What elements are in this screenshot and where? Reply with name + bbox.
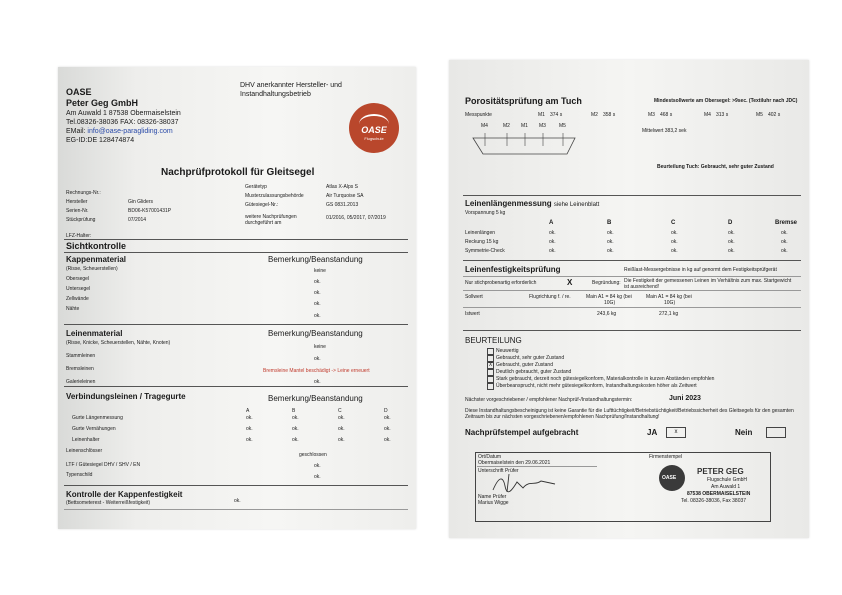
stamp-line-4: 87538 OBERMAISELSTEIN	[687, 491, 751, 497]
info-label: Gütesiegel-Nr.:	[245, 202, 279, 208]
kontrolle-title: Kontrolle der Kappenfestigkeit	[66, 490, 183, 499]
leinenlaenge-col-header: C	[671, 220, 676, 226]
beurteilung-checkbox[interactable]	[487, 383, 494, 390]
leine-row-label: Stammleinen	[66, 353, 96, 359]
messpunkt-value: 313 s	[716, 112, 729, 118]
info-value: Air Turquoise SA	[326, 193, 364, 199]
signature-scribble	[489, 472, 559, 494]
info-value: Gin Gliders	[128, 199, 154, 205]
name-pruefer-label: Name Prüfer	[478, 494, 507, 500]
beurteilung-option-label: Deutlich gebraucht, guter Zustand	[496, 369, 572, 375]
stamp-line-1: PETER GEG	[697, 467, 744, 476]
kontrolle-subtitle: (Bettsometerest - Weiterreißfestigkeit)	[66, 500, 151, 506]
leine-row-label: Galerieleinen	[66, 379, 96, 385]
kappenmaterial-extra: ok.	[314, 313, 321, 319]
messpunkt-name: M4	[704, 112, 711, 118]
verbindung-row-label: Gurte Längenmessung	[72, 415, 123, 421]
verbindung-col-header: D	[384, 408, 388, 414]
porositaet-beurteilung: Beurteilung Tuch: Gebraucht, sehr guter Zustand	[657, 164, 774, 170]
email-link[interactable]: info@oase-paragliding.com	[87, 128, 173, 135]
stamp-line-3: Am Auwald 1	[711, 484, 741, 490]
name-pruefer-value: Marius Wigge	[478, 500, 509, 506]
sollwert-a2-note: 10G)	[664, 300, 676, 306]
verbindung-cell: ok.	[338, 426, 345, 432]
kappe-row-value: ok.	[314, 290, 321, 296]
leinenlaenge-cell: ok.	[781, 230, 788, 236]
beurteilung-option-label: Stark gebraucht, derzeit noch gütesiegelkonform, Materialkontrolle in kurzen Abständen empfohlen	[496, 376, 715, 382]
verbindung-col-header: A	[246, 408, 250, 414]
pruefung-label: Nur stichprobenartig erforderlich	[465, 280, 537, 286]
leinenlaenge-cell: ok.	[781, 248, 788, 254]
ort-datum-label: Ort/Datum	[478, 454, 502, 460]
stamp-logo	[659, 465, 685, 491]
verbindung-row-label: Gurte Vernähungen	[72, 426, 116, 432]
leinenmaterial-remark-header: Bemerkung/Beanstandung	[268, 329, 363, 338]
leinenlaenge-cell: ok.	[781, 239, 788, 245]
sichtkontrolle-heading: Sichtkontrolle	[66, 241, 127, 251]
email-label: EMail:	[66, 128, 86, 135]
beurteilung-checkbox[interactable]	[487, 348, 494, 355]
verbindung-cell: ok.	[246, 437, 253, 443]
leinenlaenge-col-header: A	[549, 220, 554, 226]
verbindung-cell: ok.	[384, 415, 391, 421]
verbindung-cell: ok.	[246, 426, 253, 432]
beurteilung-option-label: Gebraucht, sehr guter Zustand	[496, 355, 565, 361]
verbindung-title: Verbindungsleinen / Tragegurte	[66, 392, 186, 401]
leinenlaenge-col-header: D	[728, 220, 733, 226]
typenschild-value: ok.	[314, 474, 321, 480]
info-value: BD06-K57001431P	[128, 208, 172, 214]
unterschrift-label: Unterschrift Prüfer	[478, 468, 519, 474]
kappe-row-value: ok.	[314, 301, 321, 307]
divider	[463, 307, 801, 308]
vorspannung: Vorspannung 5 kg	[465, 210, 506, 216]
diagram-label: M1	[521, 123, 528, 129]
leinenlaenge-title-suffix: siehe Leinenblatt	[553, 202, 600, 208]
leinenlaenge-cell: ok.	[671, 248, 678, 254]
dhv-line-2: Instandhaltungsbetrieb	[240, 91, 311, 98]
sollwert-a2: Main A1 = 84 kg (bei	[646, 294, 692, 300]
leinenmaterial-title: Leinenmaterial	[66, 329, 123, 338]
leinenlaenge-cell: ok.	[671, 239, 678, 245]
beurteilung-title: BEURTEILUNG	[465, 336, 522, 345]
company-address: Am Auwald 1 87538 Obermaiselstein	[66, 110, 181, 117]
beurteilung-option-label: Gebraucht, guter Zustand	[496, 362, 553, 368]
divider	[463, 260, 801, 261]
divider	[477, 466, 597, 467]
leinenlaenge-cell: ok.	[728, 248, 735, 254]
sollwert-flugrichtung: Flugrichtung f. / re.	[529, 294, 571, 300]
festigkeit-title: Leinenfestigkeitsprüfung	[465, 265, 561, 274]
leinenlaenge-cell: ok.	[607, 230, 614, 236]
beurteilung-checkbox[interactable]	[487, 355, 494, 362]
verbindung-remark-header: Bemerkung/Beanstandung	[268, 394, 363, 403]
diagram-label: M2	[503, 123, 510, 129]
kappenmaterial-remark-header: Bemerkung/Beanstandung	[268, 255, 363, 264]
divider	[64, 252, 408, 253]
messpunkt-value: 358 s	[603, 112, 616, 118]
verbindung-cell: ok.	[384, 437, 391, 443]
messpunkt-value: 402 s	[768, 112, 781, 118]
leinenlaenge-cell: ok.	[549, 248, 556, 254]
leinenlaenge-title: Leinenlängenmessung siehe Leinenblatt	[465, 199, 600, 208]
leinenschloesser-label: Leinenschlösser	[66, 448, 103, 454]
leine-row-label: Bremsleinen	[66, 366, 94, 372]
verbindung-cell: ok.	[292, 426, 299, 432]
kontrolle-value: ok.	[234, 498, 241, 504]
divider	[64, 239, 408, 240]
diagram-label: M5	[559, 123, 566, 129]
divider	[64, 386, 408, 387]
typenschild-label: Typenschild	[66, 472, 93, 478]
leinenlaenge-cell: ok.	[607, 248, 614, 254]
stamp-line-5: Tel. 08326-38036, Fax 38037	[681, 498, 747, 504]
ltf-label: LTF / Gütesiegel DHV / SHV / EN	[66, 462, 141, 468]
leinenlaenge-row-label: Reckung 15 kg	[465, 239, 499, 245]
divider	[463, 276, 801, 277]
leinenschloesser-value: geschlossen	[299, 452, 327, 458]
messpunkt-value: 468 s	[660, 112, 673, 118]
company-phone: Tel.08326-38036 FAX: 08326-38037	[66, 119, 179, 126]
info-value: GS 0831.2013	[326, 202, 359, 208]
kappe-row-label: Untersegel	[66, 286, 91, 292]
protocol-page-2	[449, 60, 809, 538]
messpunkt-name: M2	[591, 112, 598, 118]
begruendung-text-2: ist ausreichend!	[624, 284, 660, 290]
beurteilung-checkbox[interactable]	[487, 369, 494, 376]
leinenlaenge-cell: ok.	[549, 230, 556, 236]
beurteilung-checkbox[interactable]: X	[488, 362, 493, 368]
haftung-text-1: Diese Instandhaltungsbescheinigung ist keine Garantie für die Lufttüchtigkeit/Betriebstüchtigkeit/Betriebssicherheit des Gleitsegels für den gesamten	[465, 408, 794, 414]
naechster-termin-label: Nächster vorgeschriebener / empfohlener Nachprüf-/Instandhaltungstermin:	[465, 397, 633, 403]
divider	[64, 324, 408, 325]
messpunkt-name: M5	[756, 112, 763, 118]
leine-row-value: ok.	[314, 356, 321, 362]
wing-outline-diagram	[471, 130, 581, 162]
messpunkte-label: Messpunkte	[465, 112, 492, 118]
begruendung-text-1: Die Festigkeit der gemessenen Leinen im Verhältnis zum max. Startgewicht	[624, 278, 792, 284]
diagram-label: M3	[539, 123, 546, 129]
verbindung-col-header: B	[292, 408, 296, 414]
divider	[463, 195, 801, 196]
divider	[64, 485, 408, 486]
beurteilung-option-label: Neuwertig	[496, 348, 519, 354]
company-eg-id: EG-ID:DE 128474874	[66, 137, 135, 144]
protocol-title: Nachprüfprotokoll für Gleitsegel	[161, 167, 315, 178]
stamp-line-2: Flugschule GmbH	[707, 477, 748, 483]
stamp-logo-text: OASE	[662, 475, 677, 481]
info-label: Hersteller	[66, 199, 88, 205]
stempel-ja-checkbox[interactable]: x	[666, 427, 686, 438]
ltf-value: ok.	[314, 463, 321, 469]
kappe-row-value: keine	[314, 268, 326, 274]
info-label: weitere Nachprüfungen	[245, 214, 297, 220]
porositaet-mittelwert: Mittelwert 383,2 sek	[642, 128, 687, 134]
kappe-row-label: Zellwände	[66, 296, 89, 302]
info-label: Musterzulassungsbehörde	[245, 193, 304, 199]
beurteilung-checkbox[interactable]	[487, 376, 494, 383]
protocol-page-1	[58, 67, 416, 529]
pruefung-x-mark: X	[567, 278, 573, 287]
stempel-nein-label: Nein	[735, 428, 753, 437]
istwert-label: Istwert	[465, 311, 480, 317]
info-label: durchgeführt am	[245, 220, 282, 226]
verbindung-cell: ok.	[292, 437, 299, 443]
verbindung-cell: ok.	[246, 415, 253, 421]
ort-datum-value: Obermaiselstein den 29.06.2021	[478, 460, 551, 466]
kappenmaterial-title: Kappenmaterial	[66, 255, 127, 264]
messpunkt-name: M3	[648, 112, 655, 118]
beurteilung-option-label: Überbeansprucht, nicht mehr gütesiegelkonform, Instandhaltungskosten höher als Zeitwert	[496, 383, 697, 389]
company-email-row	[66, 128, 173, 135]
firmenstempel-label: Firmenstempel	[649, 454, 683, 460]
info-value: 01/2016, 05/2017, 07/2019	[326, 215, 386, 221]
porositaet-note: Mindestsollwerte am Obersegel: >9sec. (Textiluhr nach JDC)	[654, 98, 798, 104]
divider	[463, 330, 801, 331]
leinenlaenge-cell: ok.	[728, 239, 735, 245]
kappe-row-value: ok.	[314, 279, 321, 285]
naechster-termin-value: Juni 2023	[669, 395, 701, 402]
stempel-ja-label: JA	[647, 428, 658, 437]
stempel-nein-checkbox[interactable]	[766, 427, 786, 438]
company-name-geg: Peter Geg GmbH	[66, 98, 139, 108]
leinenlaenge-cell: ok.	[671, 230, 678, 236]
leinenlaenge-cell: ok.	[549, 239, 556, 245]
verbindung-cell: ok.	[338, 415, 345, 421]
verbindung-cell: ok.	[384, 426, 391, 432]
haftung-text-2: Zeitraum bis zur nächsten vorgeschriebenen/empfohlenen Nachprüfung/Instandhaltung!	[465, 414, 660, 420]
leinenlaenge-row-label: Leinenlängen	[465, 230, 496, 236]
company-name-oase: OASE	[66, 87, 92, 97]
kappe-row-label: Nähte	[66, 306, 80, 312]
verbindung-col-header: C	[338, 408, 342, 414]
messpunkt-name: M1	[538, 112, 545, 118]
stempel-label: Nachprüfstempel aufgebracht	[465, 428, 579, 437]
leinen-warning: Bremsleine Mantel beschädigt -> Leine erneuert	[263, 368, 370, 374]
sollwert-a1: Main A1 = 84 kg (bei	[586, 294, 632, 300]
info-label: Gerätetyp	[245, 184, 267, 190]
info-value: Atlas X-Alps S	[326, 184, 358, 190]
diagram-label: M4	[481, 123, 488, 129]
festigkeit-note: Reißlast-Messergebnisse in kg auf genormt dem Festigkeitsprüfgerät	[624, 267, 777, 273]
istwert-value-2: 272,1 kg	[659, 311, 679, 317]
divider	[463, 290, 801, 291]
dhv-line-1: DHV anerkannter Hersteller- und	[240, 82, 342, 89]
leinenlaenge-col-header: Bremse	[775, 220, 798, 226]
sollwert-label: Sollwert	[465, 294, 483, 300]
lfz-halter-label: LFZ-Halter:	[66, 233, 92, 239]
verbindung-row-label: Leinenhalter	[72, 437, 100, 443]
info-label: Rechnungs-Nr.:	[66, 190, 101, 196]
leinenlaenge-row-label: Symmetrie-Check	[465, 248, 505, 254]
leine-row-value: keine	[314, 344, 326, 350]
info-label: Stückprüfung	[66, 217, 96, 223]
begruendung-label: Begründung:	[592, 280, 621, 286]
istwert-value-1: 243,6 kg	[597, 311, 617, 317]
leinenmaterial-subtitle: (Risse, Knicke, Scheuerstellen, Nähte, Knoten)	[66, 340, 171, 346]
kappenmaterial-subtitle: (Risse, Scheuerstellen)	[66, 266, 118, 272]
leinenlaenge-cell: ok.	[728, 230, 735, 236]
messpunkt-value: 374 s	[550, 112, 563, 118]
wing-outline	[473, 138, 575, 154]
divider	[64, 509, 408, 510]
leinenlaenge-col-header: B	[607, 220, 612, 226]
verbindung-cell: ok.	[292, 415, 299, 421]
leine-row-value: ok.	[314, 379, 321, 385]
oase-logo: OASE Flugschule	[349, 103, 399, 153]
leinenlaenge-cell: ok.	[607, 239, 614, 245]
verbindung-cell: ok.	[338, 437, 345, 443]
info-label: Serien-Nr.	[66, 208, 89, 214]
info-value: 07/2014	[128, 217, 147, 223]
sollwert-a1-note: 10G)	[604, 300, 616, 306]
porositaet-title: Porositätsprüfung am Tuch	[465, 96, 582, 106]
kappe-row-label: Obersegel	[66, 276, 90, 282]
